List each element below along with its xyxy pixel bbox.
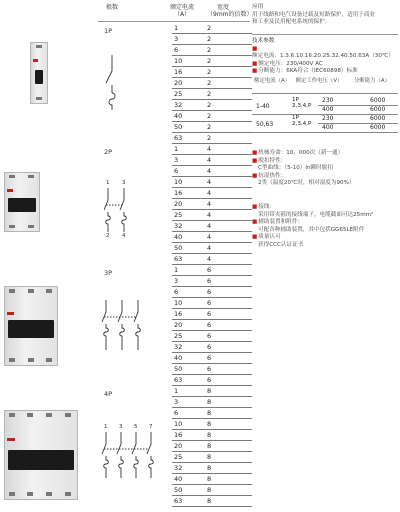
tech-param-breaking: ■分断能力：6KA符合（IEC60898）标准 [252, 68, 358, 75]
rating-table-2p [172, 144, 252, 265]
breaker-1p-image [30, 42, 48, 104]
table-row [172, 408, 252, 419]
rated-current-cell: 63 [174, 497, 183, 505]
width-cell: 8 [207, 431, 212, 439]
pole-label-1p: 1P [104, 27, 113, 35]
wiring-title: ■接线： [252, 204, 276, 210]
rated-current-cell: 3 [174, 398, 179, 406]
rated-current-cell: 6 [174, 409, 179, 417]
rated-current-cell: 10 [174, 420, 183, 428]
rated-current-cell: 32 [174, 343, 183, 351]
terminal-1: 1 [106, 180, 110, 186]
table-row [172, 89, 252, 100]
rated-current-cell: 63 [174, 255, 183, 263]
table-row [172, 353, 252, 364]
rated-current-cell: 16 [174, 431, 183, 439]
terminal-4: 4 [122, 233, 126, 239]
rated-current-unit: （A） [174, 11, 191, 18]
tech-params-title: 技术参数 [252, 38, 275, 44]
rated-current-cell: 20 [174, 321, 183, 329]
table-row [172, 375, 252, 386]
width-cell: 2 [207, 68, 212, 76]
table-row [172, 265, 252, 276]
table-row [172, 45, 252, 56]
table-row [172, 78, 252, 89]
width-cell: 8 [207, 420, 212, 428]
rated-current-cell: 50 [174, 365, 183, 373]
application-title: 应用 [252, 4, 264, 10]
width-cell: 4 [207, 255, 212, 263]
width-cell: 8 [207, 475, 212, 483]
tech-params-section [252, 38, 400, 76]
width-cell: 2 [207, 90, 212, 98]
table-row [172, 100, 252, 111]
feature-curve-c: C型曲线：（5-10）In瞬时脱扣 [258, 165, 333, 172]
table-row [172, 364, 252, 375]
sub-cell-voltage-1: 230 [322, 97, 334, 104]
feature-humidity: ■抗湿热性： [252, 172, 287, 179]
rated-current-cell: 50 [174, 123, 183, 131]
table-row [172, 397, 252, 408]
table-row [172, 485, 252, 496]
rated-current-cell: 40 [174, 354, 183, 362]
breaker-2p-image [4, 172, 40, 232]
feature-mech-life: ■机械寿命：10，000次（新一通） [252, 150, 344, 156]
breaker-3p-image [4, 286, 58, 366]
terminal-2: 2 [106, 233, 110, 239]
width-cell: 2 [207, 112, 212, 120]
table-row [172, 342, 252, 353]
rated-current-cell: 10 [174, 299, 183, 307]
table-row [172, 144, 252, 155]
width-cell: 2 [207, 134, 212, 142]
table-row [172, 463, 252, 474]
width-cell: 6 [207, 266, 212, 274]
sub-header-capacity: 分断能力（A） [353, 78, 391, 84]
table-row [172, 441, 252, 452]
width-cell: 8 [207, 464, 212, 472]
accessories-title: ■辅助装置和附件： [252, 219, 304, 226]
pole-label-4p: 4P [104, 390, 113, 398]
rated-current-cell: 6 [174, 288, 179, 296]
certification-text: 获得CCC认证证书 [258, 241, 304, 248]
table-row [172, 254, 252, 265]
width-cell: 2 [207, 101, 212, 109]
width-cell: 2 [207, 57, 212, 65]
breaker-4p-image [4, 410, 78, 500]
rated-current-cell: 63 [174, 134, 183, 142]
rated-current-cell: 50 [174, 486, 183, 494]
sub-cell-voltage-3: 230 [322, 115, 334, 122]
width-cell: 6 [207, 310, 212, 318]
width-cell: 6 [207, 365, 212, 373]
width-cell: 4 [207, 156, 212, 164]
table-row [172, 386, 252, 397]
width-cell: 2 [207, 79, 212, 87]
terminal-3: 3 [119, 424, 123, 430]
wiring-section [252, 204, 398, 250]
sub-cell-voltage-2: 400 [322, 106, 334, 113]
rated-current-cell: 40 [174, 233, 183, 241]
sub-cell-poles-1: 1P [292, 97, 299, 103]
sub-header-voltage: 额定工作电压（V） [295, 78, 343, 84]
table-row [172, 67, 252, 78]
width-cell: 2 [207, 24, 212, 32]
application-rule [252, 34, 398, 35]
sub-table-head-rule [252, 93, 398, 94]
table-row [172, 287, 252, 298]
rated-current-cell: 25 [174, 332, 183, 340]
width-cell: 6 [207, 321, 212, 329]
width-unit: （9mm的倍数） [207, 11, 253, 18]
rated-current-cell: 50 [174, 244, 183, 252]
sub-header-current: 额定电流（A） [254, 78, 291, 84]
rated-current-cell: 3 [174, 277, 179, 285]
col-header-rated-current [170, 4, 194, 18]
pole-label-2p: 2P [104, 148, 113, 156]
rated-current-cell: 20 [174, 200, 183, 208]
width-cell: 6 [207, 299, 212, 307]
tech-param-voltage: ■额定电压：230/400V AC [252, 60, 323, 67]
rated-current-cell: 25 [174, 90, 183, 98]
table-row [172, 210, 252, 221]
sub-cell-capacity-3: 6000 [370, 115, 386, 122]
table-row [172, 155, 252, 166]
rated-current-cell: 1 [174, 24, 179, 32]
rated-current-cell: 20 [174, 442, 183, 450]
features-section [252, 150, 398, 188]
terminal-3: 3 [122, 180, 126, 186]
table-row [172, 199, 252, 210]
application-text-1: 用于线路和电气设备过载及短路保护，适用于商业 [252, 11, 376, 18]
table-row [172, 496, 252, 507]
width-cell: 4 [207, 233, 212, 241]
width-cell: 4 [207, 167, 212, 175]
pole-label-3p: 3P [104, 269, 113, 277]
rated-current-cell: 16 [174, 68, 183, 76]
width-cell: 2 [207, 123, 212, 131]
terminal-5: 5 [134, 424, 138, 430]
sub-cell-current-2: 50,63 [256, 121, 274, 128]
width-cell: 8 [207, 453, 212, 461]
sub-cell-current-1: 1-40 [256, 103, 270, 110]
width-cell: 4 [207, 244, 212, 252]
width-cell: 8 [207, 486, 212, 494]
sub-row-rule-1 [318, 105, 398, 106]
accessories-text: 可配各种辅助装置，其中包括GG65LE附件 [258, 226, 365, 233]
rated-current-cell: 1 [174, 387, 179, 395]
feature-humidity-class: 2类（温度20℃时，相对湿度为90%） [258, 180, 355, 187]
width-cell: 4 [207, 178, 212, 186]
table-row [172, 331, 252, 342]
table-row [172, 34, 252, 45]
width-cell: 8 [207, 409, 212, 417]
sub-row-rule-2 [252, 114, 398, 115]
table-row [172, 430, 252, 441]
width-cell: 8 [207, 497, 212, 505]
width-cell: 4 [207, 222, 212, 230]
width-cell: 4 [207, 145, 212, 153]
table-row [172, 111, 252, 122]
sub-table-bottom-rule [252, 132, 398, 133]
application-text-2: 和工业及民用配电系统的保护。 [252, 19, 331, 26]
terminal-7: 7 [149, 424, 153, 430]
rating-table-3p [172, 265, 252, 386]
table-row [172, 133, 252, 144]
table-row [172, 243, 252, 254]
width-cell: 8 [207, 387, 212, 395]
table-row [172, 452, 252, 463]
width-cell: 8 [207, 398, 212, 406]
rated-current-cell: 10 [174, 57, 183, 65]
feature-trip-char: ■脱扣特性： [252, 157, 287, 164]
rated-current-cell: 32 [174, 101, 183, 109]
terminal-1: 1 [104, 424, 108, 430]
sub-row-rule-3 [318, 123, 398, 124]
col-header-width [207, 4, 253, 18]
table-row [172, 419, 252, 430]
table-row [172, 122, 252, 133]
width-cell: 2 [207, 35, 212, 43]
col-header-poles: 极数 [106, 4, 119, 11]
width-label: 宽度 [217, 4, 230, 11]
width-cell: 6 [207, 332, 212, 340]
width-cell: 6 [207, 343, 212, 351]
rated-current-cell: 25 [174, 453, 183, 461]
table-row [172, 309, 252, 320]
schematic-1p [102, 55, 122, 110]
wiring-text: 采用带夹箍的接线端子，电缆截面可达25mm² [258, 211, 374, 218]
width-cell: 6 [207, 288, 212, 296]
width-cell: 8 [207, 442, 212, 450]
width-cell: 6 [207, 277, 212, 285]
table-row [172, 23, 252, 34]
rated-current-cell: 10 [174, 178, 183, 186]
application-section [252, 4, 398, 27]
rated-current-cell: 16 [174, 310, 183, 318]
sub-cell-poles-3: 1P [292, 115, 299, 121]
rated-current-cell: 6 [174, 46, 179, 54]
rated-current-cell: 25 [174, 211, 183, 219]
schematic-4p [100, 424, 160, 480]
rated-current-cell: 40 [174, 112, 183, 120]
table-row [172, 188, 252, 199]
rated-current-cell: 32 [174, 222, 183, 230]
width-cell: 6 [207, 376, 212, 384]
width-cell: 2 [207, 46, 212, 54]
sub-cell-poles-2: 2,3,4,P [292, 103, 312, 109]
header-rule [98, 21, 250, 22]
schematic-2p [104, 180, 144, 242]
table-row [172, 166, 252, 177]
sub-cell-capacity-4: 6000 [370, 124, 386, 131]
sub-cell-voltage-4: 400 [322, 124, 334, 131]
table-row [172, 474, 252, 485]
table-row [172, 56, 252, 67]
width-cell: 4 [207, 211, 212, 219]
tech-param-current: ■额定电流：1.3.6.10.16.20.25.32.40.50.63A（30℃） [252, 45, 394, 60]
table-row [172, 177, 252, 188]
table-row [172, 276, 252, 287]
rating-table-4p [172, 386, 252, 507]
rated-current-cell: 1 [174, 266, 179, 274]
rated-current-cell: 16 [174, 189, 183, 197]
table-row [172, 232, 252, 243]
rated-current-cell: 32 [174, 464, 183, 472]
rated-current-cell: 40 [174, 475, 183, 483]
sub-cell-poles-4: 2,3,4,P [292, 121, 312, 127]
rated-current-cell: 1 [174, 145, 179, 153]
schematic-3p [100, 300, 150, 350]
width-cell: 4 [207, 189, 212, 197]
sub-cell-capacity-1: 6000 [370, 97, 386, 104]
rated-current-cell: 3 [174, 35, 179, 43]
rated-current-cell: 20 [174, 79, 183, 87]
rated-current-cell: 3 [174, 156, 179, 164]
rated-current-cell: 6 [174, 167, 179, 175]
width-cell: 4 [207, 200, 212, 208]
table-row [172, 298, 252, 309]
sub-cell-capacity-2: 6000 [370, 106, 386, 113]
certification-title: ■质量认可 [252, 234, 281, 241]
table-row [172, 221, 252, 232]
table-row [172, 320, 252, 331]
rated-current-cell: 63 [174, 376, 183, 384]
width-cell: 6 [207, 354, 212, 362]
rating-table-1p [172, 23, 252, 144]
rated-current-label: 额定电流 [170, 4, 195, 11]
